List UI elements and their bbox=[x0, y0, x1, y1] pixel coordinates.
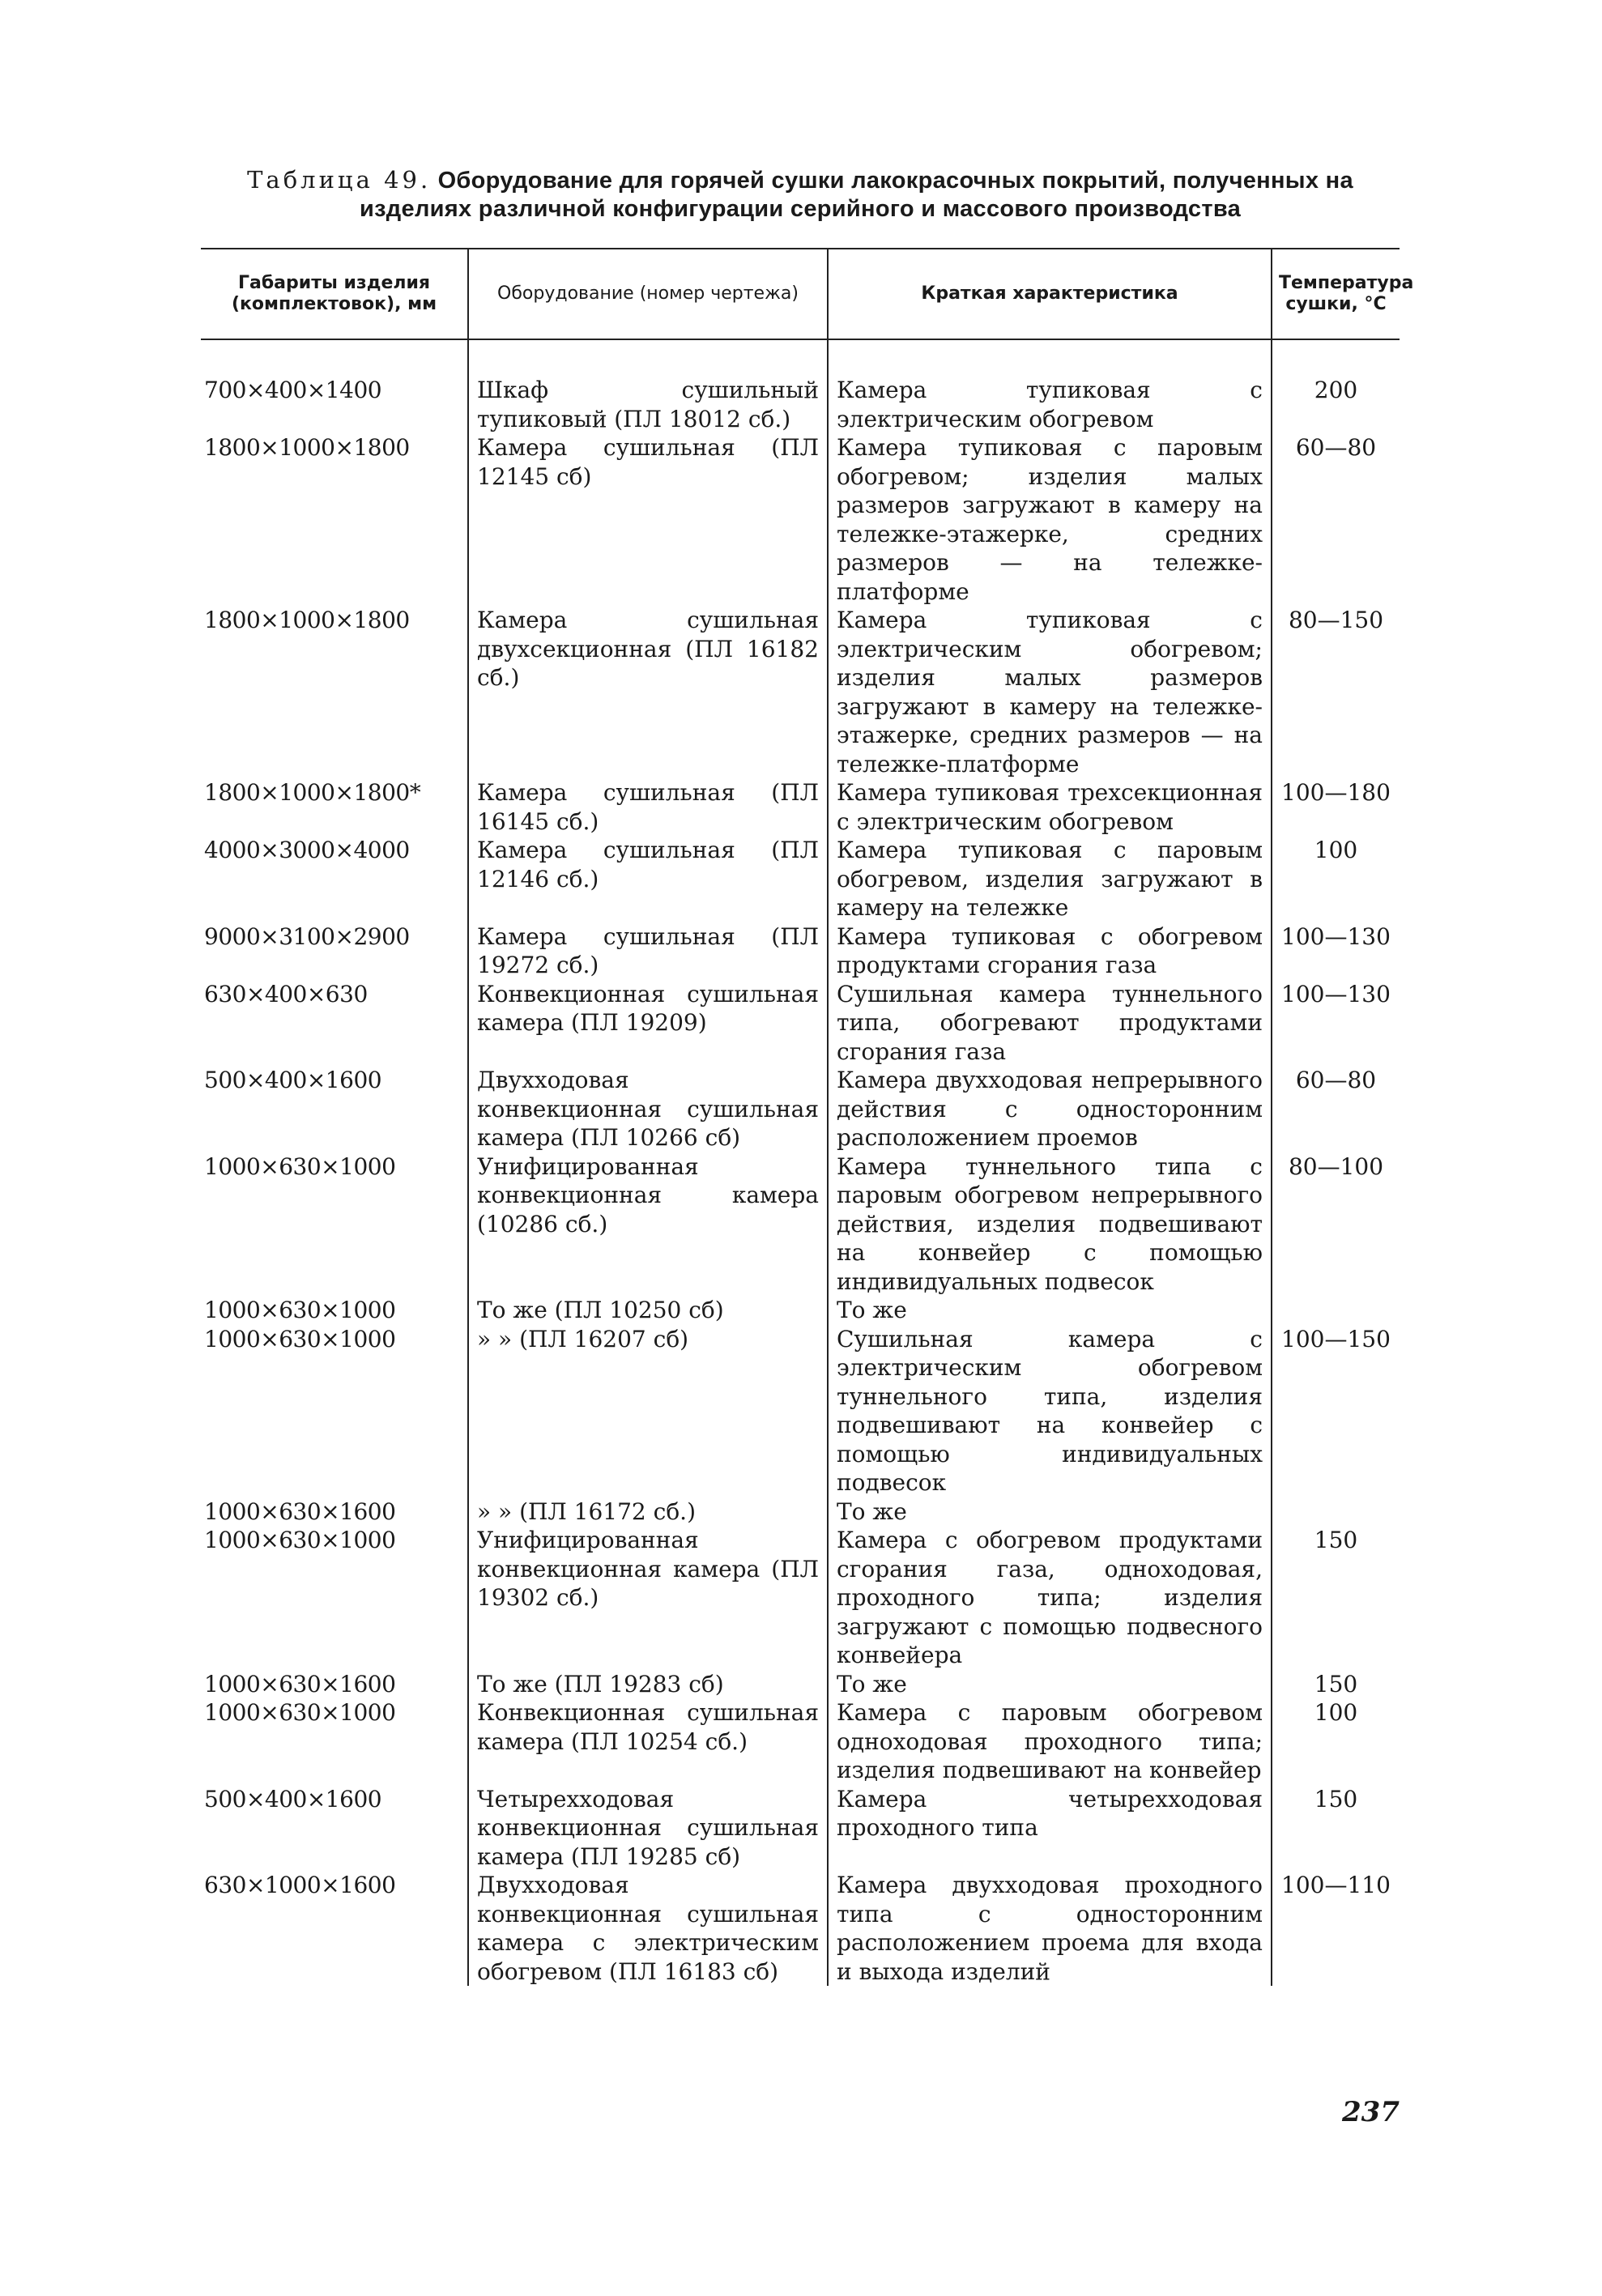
table-row bbox=[201, 778, 1400, 836]
cell-description: То же Камера с обогревом продуктами сгорания газа, одноходовая, проходного типа; изделия загружают с помощью подвесного конвейера bbox=[828, 1497, 1272, 1670]
header-description: Краткая характеристика bbox=[828, 249, 1272, 339]
cell-equipment: Четырехходовая конвекционная сушильная камера (ПЛ 19285 сб) bbox=[468, 1785, 828, 1872]
cell-description: Камера тупиковая с паровым обогревом, изделия загружают в камеру на тележке bbox=[828, 836, 1272, 922]
cell-temperature: 150 100 bbox=[1272, 1670, 1400, 1785]
table-row bbox=[201, 922, 1400, 980]
table-row bbox=[201, 980, 1400, 1067]
cell-dimensions: 500×400×1600 bbox=[204, 1785, 382, 1813]
cell-description: Камера тупиковая с электрическим обогревом bbox=[828, 339, 1272, 433]
cell-description: То же Сушильная камера с электрическим обогревом туннельного типа, изделия подвешивают на конвейер с помощью индивидуальных подвесок bbox=[828, 1296, 1272, 1497]
cell-equipment: Камера сушильная (ПЛ 19272 сб.) bbox=[468, 922, 828, 980]
cell-temperature: 80—150 bbox=[1272, 606, 1400, 778]
cell-equipment: Камера сушильная двухсекционная (ПЛ 16182 сб.) bbox=[468, 606, 828, 778]
document-page bbox=[201, 166, 1414, 1986]
cell-equipment: Камера сушильная (ПЛ 16145 сб.) bbox=[468, 778, 828, 836]
table-number: Таблица 49. bbox=[247, 166, 432, 194]
table-row bbox=[201, 1785, 1400, 1872]
table-header-row bbox=[201, 249, 1400, 339]
cell-dimensions: 1000×630×1600 1000×630×1000 bbox=[204, 1497, 396, 1553]
table-row bbox=[201, 1066, 1400, 1152]
cell-equipment: Унифицированная конвекционная камера (10286 сб.) bbox=[468, 1152, 828, 1297]
cell-dimensions: 630×400×630 bbox=[204, 980, 368, 1007]
cell-description: Камера тупиковая с обогревом продуктами сгорания газа bbox=[828, 922, 1272, 980]
table-row bbox=[201, 1296, 1400, 1497]
cell-dimensions: 1800×1000×1800* bbox=[204, 779, 421, 806]
cell-temperature: 60—80 bbox=[1272, 433, 1400, 606]
cell-description: Камера тупиковая трехсекционная с электрическим обогревом bbox=[828, 778, 1272, 836]
cell-temperature: 100—130 bbox=[1272, 980, 1400, 1067]
cell-dimensions: 1800×1000×1800 bbox=[204, 607, 410, 633]
table-row bbox=[201, 836, 1400, 922]
cell-dimensions: 1000×630×1000 bbox=[204, 1152, 396, 1180]
cell-dimensions: 1000×630×1600 1000×630×1000 bbox=[204, 1670, 396, 1726]
table-caption bbox=[201, 166, 1400, 224]
page-number: 237 bbox=[1342, 2096, 1400, 2128]
cell-equipment: Шкаф сушильный тупиковый (ПЛ 18012 сб.) bbox=[468, 339, 828, 433]
cell-equipment: Камера сушильная (ПЛ 12146 сб.) bbox=[468, 836, 828, 922]
cell-description: Сушильная камера туннельного типа, обогревают продуктами сгорания газа bbox=[828, 980, 1272, 1067]
cell-description: Камера тупиковая с электрическим обогревом; изделия малых размеров загружают в камеру на тележке-этажерке, средних размеров — на тележке-платформе bbox=[828, 606, 1272, 778]
cell-equipment: » » (ПЛ 16172 сб.) Унифицированная конвекционная камера (ПЛ 19302 сб.) bbox=[468, 1497, 828, 1670]
cell-temperature: 150 bbox=[1272, 1497, 1400, 1670]
cell-dimensions: 500×400×1600 bbox=[204, 1067, 382, 1093]
cell-dimensions: 630×1000×1600 bbox=[204, 1872, 396, 1898]
cell-equipment: То же (ПЛ 10250 сб) » » (ПЛ 16207 сб) bbox=[468, 1296, 828, 1497]
cell-equipment: Двухходовая конвекционная сушильная камера с электрическим обогревом (ПЛ 16183 сб) bbox=[468, 1871, 828, 1986]
table-row bbox=[201, 1152, 1400, 1297]
header-dimensions: Габариты изделия (комплектовок), мм bbox=[201, 249, 468, 339]
cell-equipment: Двухходовая конвекционная сушильная камера (ПЛ 10266 сб) bbox=[468, 1066, 828, 1152]
cell-temperature: 100—110 bbox=[1272, 1871, 1400, 1986]
table-row bbox=[201, 1871, 1400, 1986]
header-temperature: Температура сушки, °С bbox=[1272, 249, 1400, 339]
cell-temperature: 200 bbox=[1272, 339, 1400, 433]
table-row bbox=[201, 433, 1400, 606]
table-row bbox=[201, 606, 1400, 778]
cell-equipment: Конвекционная сушильная камера (ПЛ 19209) bbox=[468, 980, 828, 1067]
cell-description: Камера четырехходовая проходного типа bbox=[828, 1785, 1272, 1872]
cell-dimensions: 1800×1000×1800 bbox=[204, 434, 410, 461]
cell-temperature: 150 bbox=[1272, 1785, 1400, 1872]
table-row bbox=[201, 339, 1400, 433]
cell-description: То же Камера с паровым обогревом одноходовая проходного типа; изделия подвешивают на конвейер bbox=[828, 1670, 1272, 1785]
cell-equipment: Камера сушильная (ПЛ 12145 сб) bbox=[468, 433, 828, 606]
cell-dimensions: 700×400×1400 bbox=[204, 377, 382, 403]
cell-description: Камера двухходовая проходного типа с односторонним расположением проема для входа и выхода изделий bbox=[828, 1871, 1272, 1986]
cell-description: Камера туннельного типа с паровым обогревом непрерывного действия, изделия подвешивают на конвейер с помощью индивидуальных подвесок bbox=[828, 1152, 1272, 1297]
cell-temperature: 100—180 bbox=[1272, 778, 1400, 836]
cell-temperature: 80—100 bbox=[1272, 1152, 1400, 1297]
table-row bbox=[201, 1497, 1400, 1670]
table-row bbox=[201, 1670, 1400, 1785]
cell-description: Камера двухходовая непрерывного действия с односторонним расположением проемов bbox=[828, 1066, 1272, 1152]
cell-temperature: 100—130 bbox=[1272, 922, 1400, 980]
cell-temperature: 100—150 bbox=[1272, 1296, 1400, 1497]
cell-description: Камера тупиковая с паровым обогревом; изделия малых размеров загружают в камеру на тележке-этажерке, средних размеров — на тележке-платформе bbox=[828, 433, 1272, 606]
table-title: Оборудование для горячей сушки лакокрасочных покрытий, полученных на изделиях различной конфигурации серийного и массового производства bbox=[359, 168, 1353, 222]
cell-equipment: То же (ПЛ 19283 сб) Конвекционная сушильная камера (ПЛ 10254 сб.) bbox=[468, 1670, 828, 1785]
cell-dimensions: 4000×3000×4000 bbox=[204, 837, 410, 863]
cell-temperature: 100 bbox=[1272, 836, 1400, 922]
header-equipment: Оборудование (номер чертежа) bbox=[468, 249, 828, 339]
equipment-table bbox=[201, 248, 1414, 1986]
cell-dimensions: 1000×630×1000 1000×630×1000 bbox=[204, 1297, 396, 1352]
cell-temperature: 60—80 bbox=[1272, 1066, 1400, 1152]
cell-dimensions: 9000×3100×2900 bbox=[204, 922, 410, 950]
